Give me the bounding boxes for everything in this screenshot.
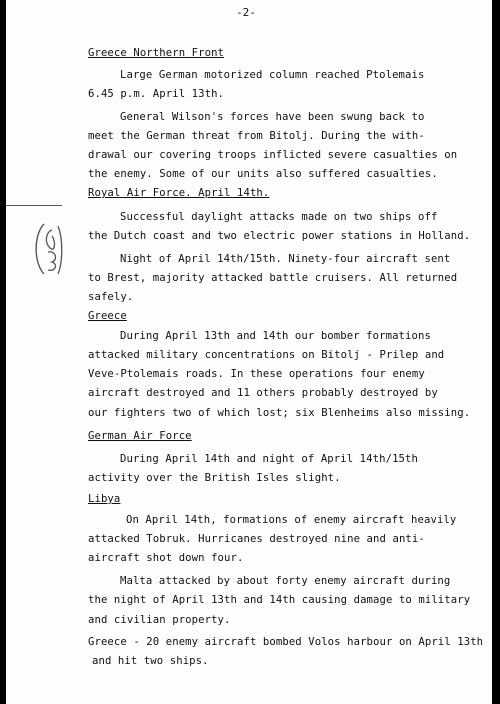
page-number: -2- <box>236 6 256 19</box>
section-heading: Greece Northern Front <box>88 47 225 59</box>
text-line: During April 14th and night of April 14th/15th <box>120 453 418 465</box>
text-line: the Dutch coast and two electric power stations in Holland. <box>88 230 471 242</box>
handwritten-mark-icon <box>30 222 64 276</box>
section-heading: Royal Air Force. April 14th. <box>88 187 270 199</box>
text-line: 6.45 p.m. April 13th. <box>88 88 225 100</box>
text-line: aircraft destroyed and 11 others probably destroyed by <box>88 387 438 399</box>
text-line: Night of April 14th/15th. Ninety-four aircraft sent <box>120 253 451 265</box>
text-line: Successful daylight attacks made on two ships off <box>120 211 438 223</box>
text-line: General Wilson's forces have been swung back to <box>120 111 425 123</box>
margin-rule <box>6 205 62 206</box>
text-line: safely. <box>88 291 134 303</box>
section-heading: Libya <box>88 493 121 505</box>
text-line: On April 14th, formations of enemy aircraft heavily <box>126 514 457 526</box>
text-line: drawal our covering troops inflicted severe casualties on <box>88 149 458 161</box>
text-line: Large German motorized column reached Ptolemais <box>120 69 425 81</box>
text-line: to Brest, majority attacked battle cruisers. All returned <box>88 272 458 284</box>
text-line: aircraft shot down four. <box>88 552 244 564</box>
section-heading: German Air Force <box>88 430 192 442</box>
text-line: Veve-Ptolemais roads. In these operations four enemy <box>88 368 425 380</box>
text-line: our fighters two of which lost; six Blenheims also missing. <box>88 407 471 419</box>
text-line: the enemy. Some of our units also suffered casualties. <box>88 168 438 180</box>
text-line: and hit two ships. <box>92 655 209 667</box>
text-line: attacked Tobruk. Hurricanes destroyed nine and anti- <box>88 533 425 545</box>
text-line: the night of April 13th and 14th causing damage to military <box>88 594 471 606</box>
text-line: and civilian property. <box>88 614 231 626</box>
section-heading: Greece <box>88 310 127 322</box>
text-line: Malta attacked by about forty enemy aircraft during <box>120 575 451 587</box>
text-line: attacked military concentrations on Bitolj - Prilep and <box>88 349 445 361</box>
text-line: activity over the British Isles slight. <box>88 472 341 484</box>
text-line: During April 13th and 14th our bomber formations <box>120 330 431 342</box>
text-line: Greece - 20 enemy aircraft bombed Volos harbour on April 13th <box>88 636 484 648</box>
text-line: meet the German threat from Bitolj. During the with- <box>88 130 425 142</box>
